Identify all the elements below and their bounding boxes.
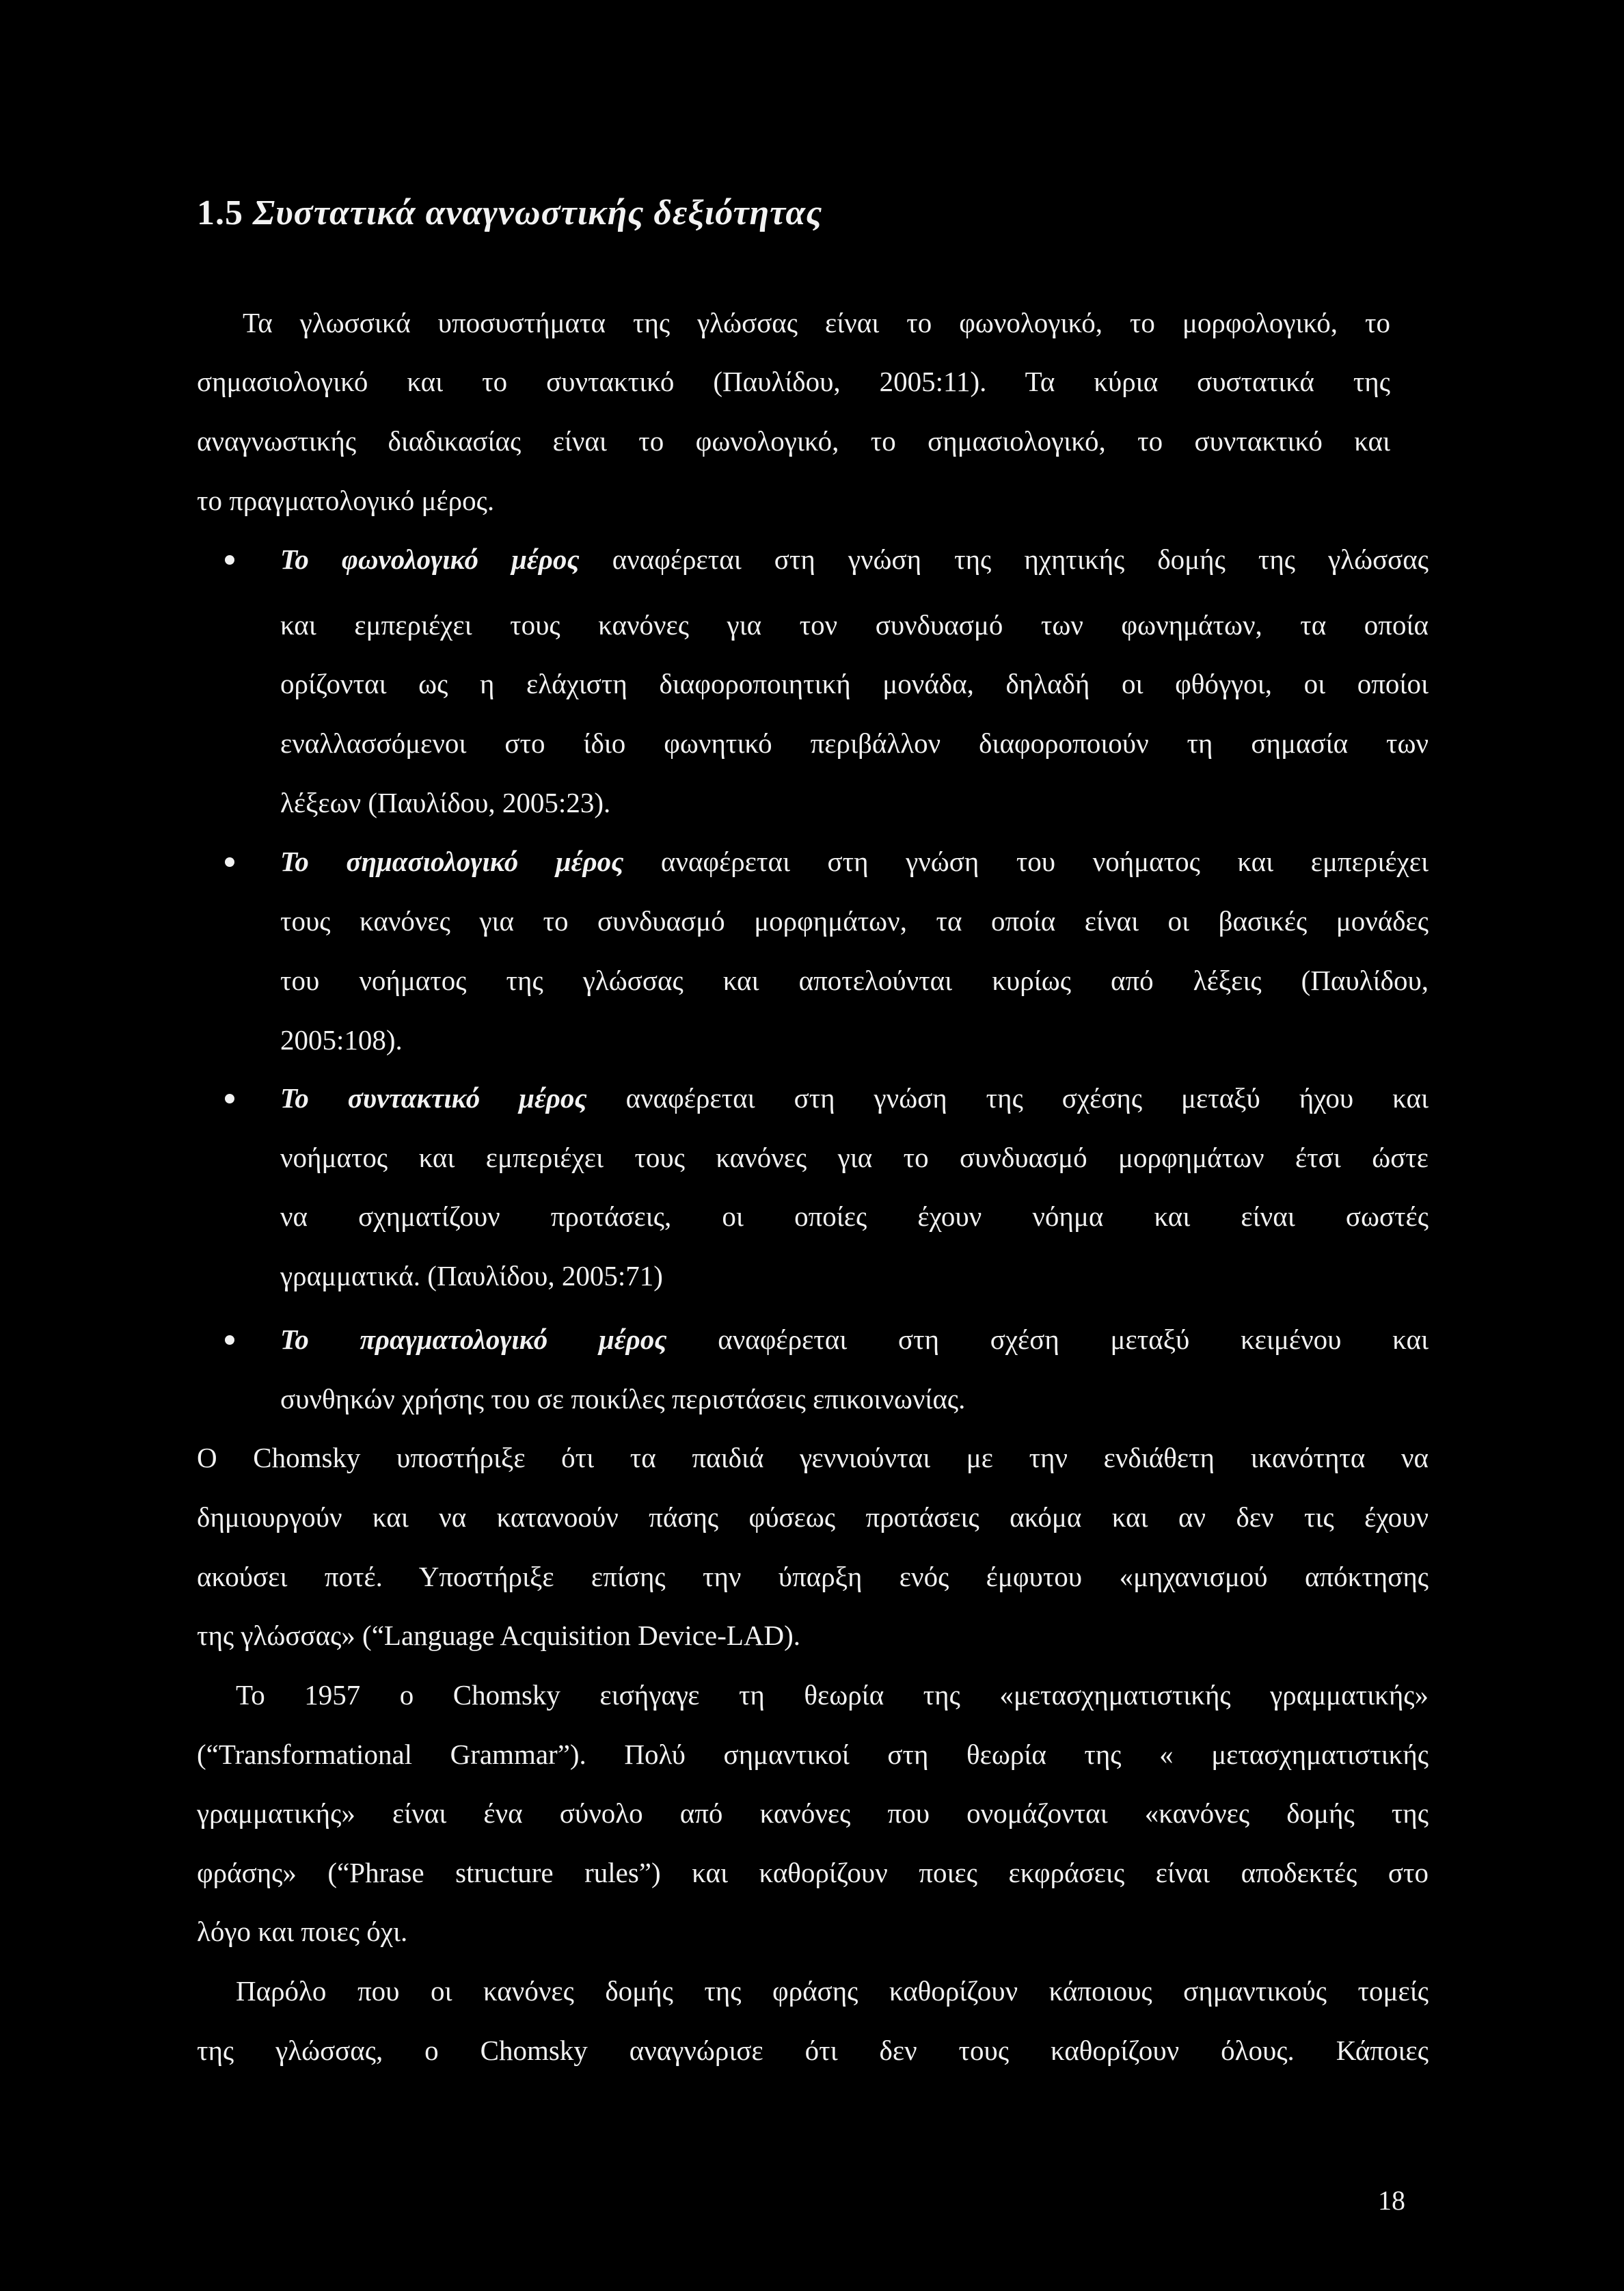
bullet-3-line-1 — [280, 1081, 1429, 1115]
bullet-2-line-2: τους κανόνες για το συνδυασμό μορφημάτων, τα οποία είναι οι βασικές μονάδες — [280, 905, 1429, 937]
bullet-4-term: Το πραγματολογικό μέρος — [280, 1324, 667, 1355]
intro-line-1: Τα γλωσσικά υποσυστήματα της γλώσσας είναι το φωνολογικό, το μορφολογικό, το — [243, 307, 1390, 338]
bullet-3-text: αναφέρεται στη γνώση της σχέσης μεταξύ ήχου και — [586, 1082, 1429, 1114]
transformational-line-1: Το 1957 ο Chomsky εισήγαγε τη θεωρία της «μετασχηματιστικής γραμματικής» — [236, 1679, 1429, 1711]
bullet-1-line-3: ορίζονται ως η ελάχιστη διαφοροποιητική μονάδα, δηλαδή οι φθόγγοι, οι οποίοι — [280, 668, 1429, 699]
bullet-1-line-2: και εμπεριέχει τους κανόνες για τον συνδυασμό των φωνημάτων, τα οποία — [280, 609, 1429, 641]
bullet-4-line-1 — [280, 1322, 1429, 1356]
bullet-3-line-4: γραμματικά. (Παυλίδου, 2005:71) — [280, 1260, 663, 1291]
transformational-line-2: (“Transformational Grammar”). Πολύ σημαντικοί στη θεωρία της « μετασχηματιστικής — [197, 1739, 1429, 1770]
bullet-1-line-5: λέξεων (Παυλίδου, 2005:23). — [280, 787, 611, 818]
final-line-2: της γλώσσας, ο Chomsky αναγνώρισε ότι δεν τους καθορίζουν όλους. Κάποιες — [197, 2035, 1429, 2066]
intro-line-3: αναγνωστικής διαδικασίας είναι το φωνολογικό, το σημασιολογικό, το συντακτικό και — [197, 425, 1390, 457]
bullet-3-term: Το συντακτικό μέρος — [280, 1082, 587, 1114]
transformational-line-5: λόγο και ποιες όχι. — [197, 1916, 408, 1947]
bullet-3-line-2: νοήματος και εμπεριέχει τους κανόνες για το συνδυασμό μορφημάτων έτσι ώστε — [280, 1142, 1429, 1173]
chomsky-line-3: ακούσει ποτέ. Υποστήριξε επίσης την ύπαρξη ενός έμφυτου «μηχανισμού απόκτησης — [197, 1561, 1429, 1592]
bullet-2-line-1 — [280, 844, 1429, 879]
bullet-3-line-3: να σχηματίζουν προτάσεις, οι οποίες έχουν νόημα και είναι σωστές — [280, 1201, 1429, 1232]
transformational-line-4: φράσης» (“Phrase structure rules”) και καθορίζουν ποιες εκφράσεις είναι αποδεκτές στο — [197, 1857, 1429, 1888]
bullet-2-line-4: 2005:108). — [280, 1024, 403, 1056]
bullet-1-term: Το φωνολογικό μέρος — [280, 544, 580, 575]
section-title: Συστατικά αναγνωστικής δεξιότητας — [253, 193, 823, 232]
bullet-1-text: αναφέρεται στη γνώση της ηχητικής δομής της γλώσσας — [579, 544, 1429, 575]
final-line-1: Παρόλο που οι κανόνες δομής της φράσης καθορίζουν κάποιους σημαντικούς τομείς — [236, 1975, 1429, 2007]
bullet-dot — [225, 857, 234, 867]
section-number: 1.5 — [197, 193, 243, 232]
bullet-4-line-2: συνθηκών χρήσης του σε ποικίλες περιστάσεις επικοινωνίας. — [280, 1383, 966, 1415]
bullet-dot — [225, 1094, 234, 1103]
bullet-2-line-3: του νοήματος της γλώσσας και αποτελούνται κυρίως από λέξεις (Παυλίδου, — [280, 965, 1429, 996]
bullet-1-line-4: εναλλασσόμενοι στο ίδιο φωνητικό περιβάλλον διαφοροποιούν τη σημασία των — [280, 727, 1429, 759]
chomsky-line-2: δημιουργούν και να κατανοούν πάσης φύσεως προτάσεις ακόμα και αν δεν τις έχουν — [197, 1501, 1429, 1533]
intro-line-4: το πραγματολογικό μέρος. — [197, 485, 495, 516]
transformational-line-3: γραμματικής» είναι ένα σύνολο από κανόνες που ονομάζονται «κανόνες δομής της — [197, 1797, 1429, 1829]
chomsky-line-4: της γλώσσας» (“Language Acquisition Device-LAD). — [197, 1620, 801, 1651]
bullet-dot — [225, 555, 234, 565]
bullet-4-text: αναφέρεται στη σχέση μεταξύ κειμένου και — [666, 1324, 1429, 1355]
bullet-dot — [225, 1335, 234, 1345]
chomsky-line-1: O Chomsky υποστήριξε ότι τα παιδιά γεννιούνται με την ενδιάθετη ικανότητα να — [197, 1442, 1429, 1473]
intro-line-2: σημασιολογικό και το συντακτικό (Παυλίδου, 2005:11). Τα κύρια συστατικά της — [197, 366, 1390, 397]
bullet-2-text: αναφέρεται στη γνώση του νοήματος και εμπεριέχει — [623, 846, 1429, 877]
bullet-2-term: Το σημασιολογικό μέρος — [280, 846, 624, 877]
page-number: 18 — [1378, 2185, 1405, 2216]
bullet-1-line-1 — [280, 542, 1429, 576]
section-heading — [197, 193, 822, 233]
